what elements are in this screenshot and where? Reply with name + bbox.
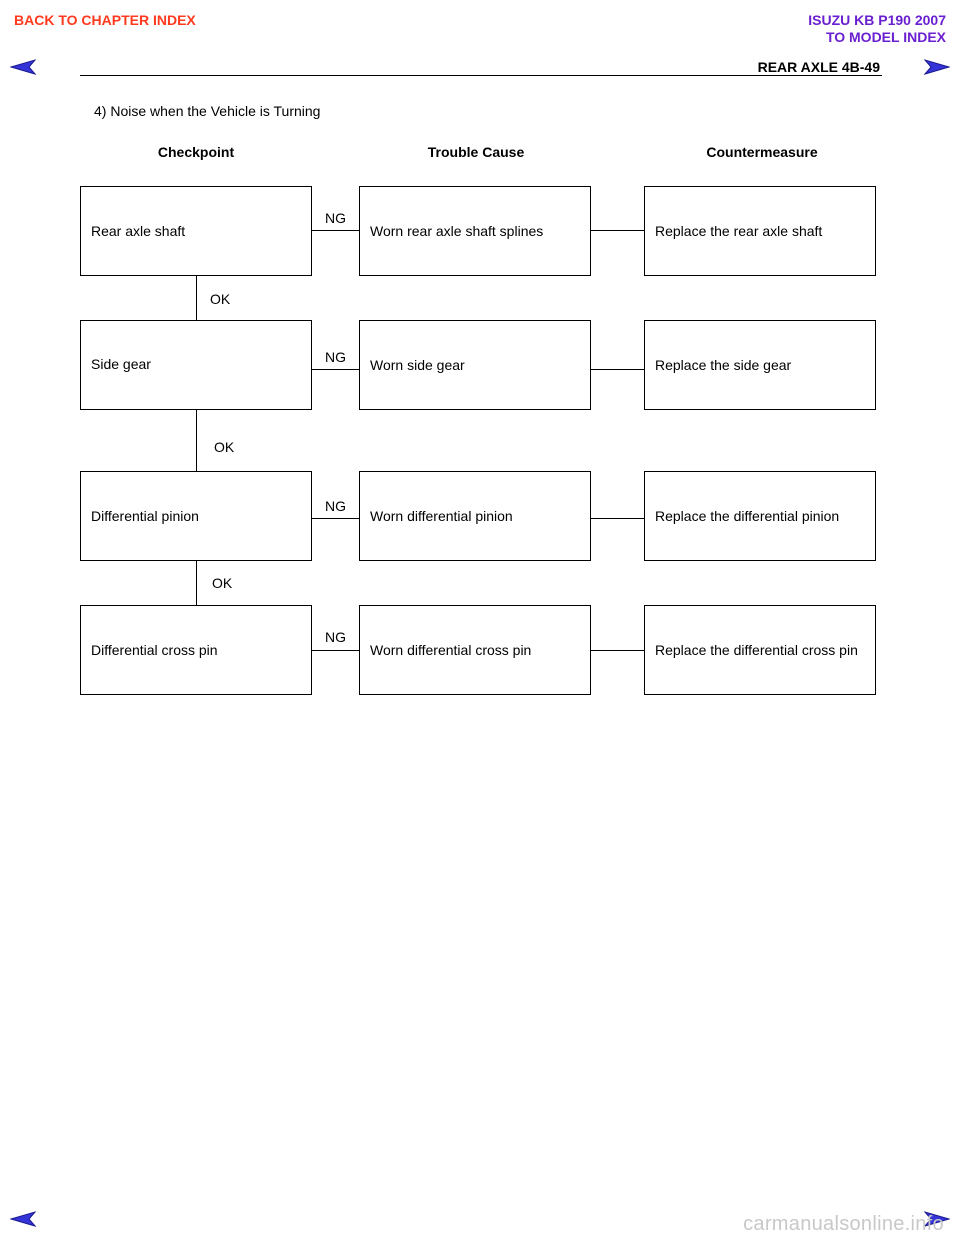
ng-connector (312, 230, 359, 231)
back-to-chapter-index-link[interactable]: BACK TO CHAPTER INDEX (14, 12, 196, 28)
countermeasure-box (644, 320, 876, 410)
countermeasure-label: Replace the side gear (655, 357, 792, 373)
checkpoint-label: Differential pinion (91, 508, 199, 524)
trouble-cause-box (359, 605, 591, 695)
trouble-cause-box (359, 186, 591, 276)
countermeasure-label: Replace the differential cross pin (655, 642, 858, 658)
trouble-cause-label: Worn rear axle shaft splines (370, 223, 544, 239)
ng-label: NG (325, 210, 346, 226)
checkpoint-box (80, 471, 312, 561)
checkpoint-label: Rear axle shaft (91, 223, 186, 239)
section-header: REAR AXLE 4B-49 (757, 59, 880, 75)
ng-connector (312, 650, 359, 651)
to-model-index-link[interactable]: TO MODEL INDEX (825, 29, 946, 45)
ng-label: NG (325, 498, 346, 514)
ok-label: OK (214, 439, 235, 455)
ok-label: OK (210, 291, 231, 307)
countermeasure-box (644, 471, 876, 561)
ng-label: NG (325, 349, 346, 365)
ok-connector (196, 561, 197, 605)
ok-connector (196, 276, 197, 320)
checkpoint-box (80, 186, 312, 276)
countermeasure-label: Replace the rear axle shaft (655, 223, 823, 239)
header-divider (80, 75, 882, 76)
previous-page-arrow-icon[interactable] (10, 59, 36, 75)
ok-connector (196, 410, 197, 471)
checkpoint-box (80, 605, 312, 695)
column-header-trouble-cause: Trouble Cause (427, 144, 525, 160)
trouble-cause-label: Worn differential cross pin (370, 642, 532, 658)
checkpoint-label: Differential cross pin (91, 642, 218, 658)
checkpoint-label: Side gear (91, 356, 151, 372)
countermeasure-connector (591, 650, 644, 651)
countermeasure-connector (591, 369, 644, 370)
trouble-cause-box (359, 320, 591, 410)
ng-label: NG (325, 629, 346, 645)
trouble-cause-box (359, 471, 591, 561)
column-header-checkpoint: Checkpoint (157, 144, 235, 160)
section-title: 4) Noise when the Vehicle is Turning (94, 103, 321, 119)
trouble-cause-label: Worn side gear (370, 357, 465, 373)
checkpoint-box (80, 320, 312, 410)
ng-connector (312, 518, 359, 519)
countermeasure-box (644, 605, 876, 695)
countermeasure-connector (591, 230, 644, 231)
model-title-link[interactable]: ISUZU KB P190 2007 (808, 12, 946, 28)
countermeasure-box (644, 186, 876, 276)
countermeasure-connector (591, 518, 644, 519)
next-page-arrow-icon[interactable] (924, 59, 950, 75)
watermark: carmanualsonline.info (743, 1213, 944, 1235)
ng-connector (312, 369, 359, 370)
trouble-cause-label: Worn differential pinion (370, 508, 513, 524)
column-header-countermeasure: Countermeasure (706, 144, 818, 160)
previous-page-arrow-icon[interactable] (10, 1211, 36, 1227)
ok-label: OK (212, 575, 233, 591)
countermeasure-label: Replace the differential pinion (655, 508, 840, 524)
